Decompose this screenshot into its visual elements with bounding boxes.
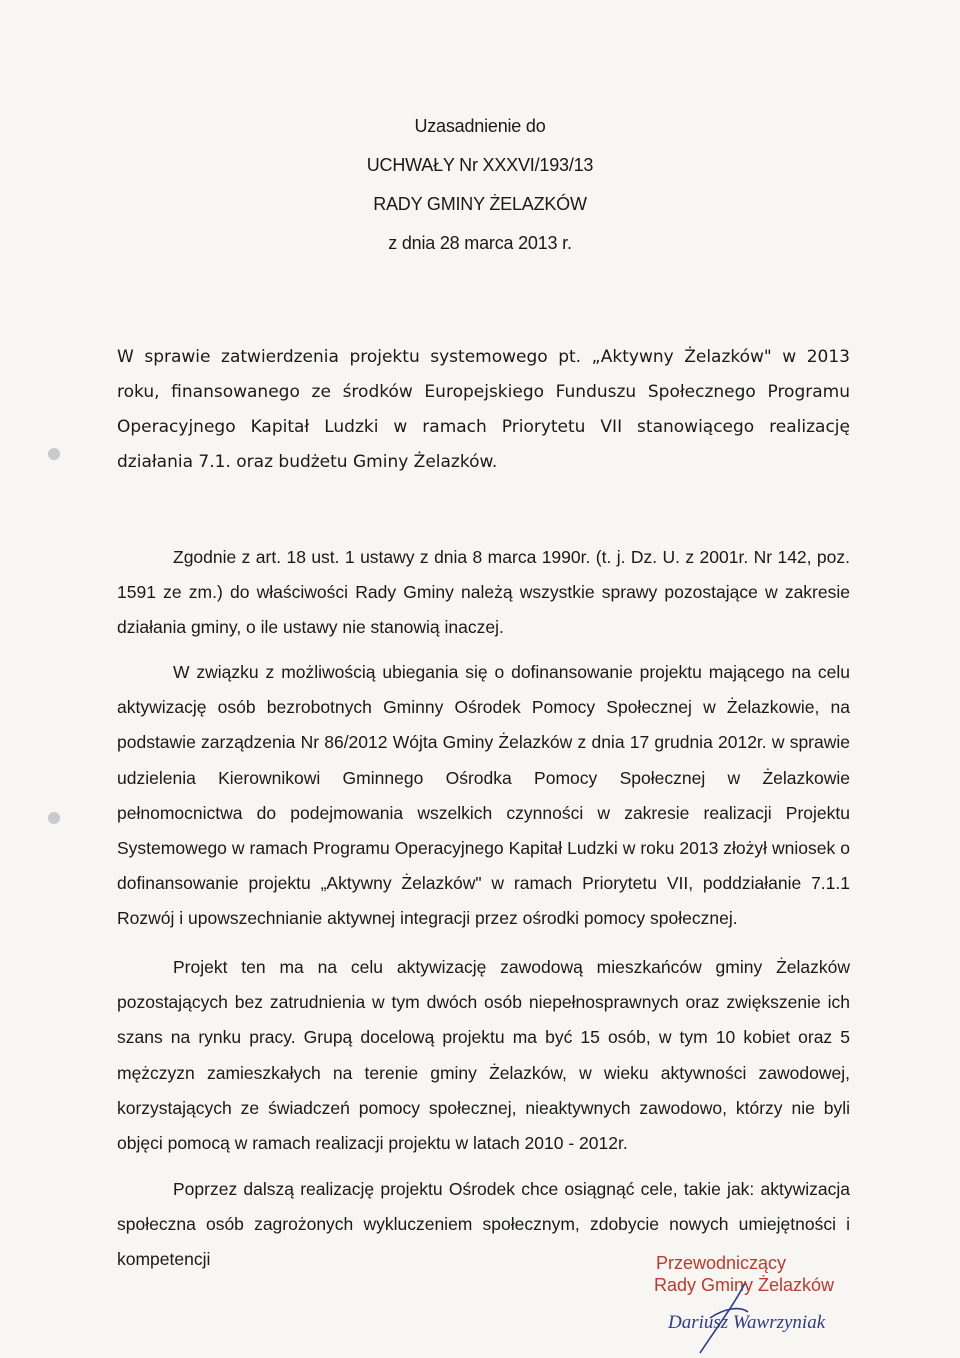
paragraph-project-goal <box>117 950 850 1161</box>
doc-title: Uzasadnienie do <box>414 116 546 136</box>
punch-hole-bottom <box>48 812 60 824</box>
paragraph-application <box>117 655 850 937</box>
paragraph-text: Zgodnie z art. 18 ust. 1 ustawy z dnia 8 marca 1990r. (t. j. Dz. U. z 2001r. Nr 142, poz. 1591 ze zm.) do właściwości Rady Gminy należą wszystkie sprawy pozostające w zakresie działania gminy, o ile ustawy nie stanowią inaczej. <box>117 547 850 638</box>
stamp-council: Rady Gminy Żelazków <box>654 1275 835 1295</box>
paragraph-text: Projekt ten ma na celu aktywizację zawodową mieszkańców gminy Żelazków pozostających bez zatrudnienia w tym dwóch osób niepełnosprawnych oraz zwiększenie ich szans na rynku pracy. Grupą docelową projektu ma być 15 osób, w tym 10 kobiet oraz 5 mężczyzn zamieszkałych na terenie gminy Żelazków, w wieku aktywności zawodowej, korzystających ze świadczeń pomocy społecznej, nieaktywnych zawodowo, którzy nie byli objęci pomocą w ramach realizacji projektu w latach 2010 - 2012r. <box>117 957 850 1154</box>
paragraph-text: W związku z możliwością ubiegania się o dofinansowanie projektu mającego na celu aktywizację osób bezrobotnych Gminny Ośrodek Pomocy Społecznej w Żelazkowie, na podstawie zarządzenia Nr 86/2012 Wójta Gminy Żelazków z dnia 17 grudnia 2012r. w sprawie udzielenia Kierownikowi Gminnego Ośrodka Pomocy Społecznej w Żelazkowie pełnomocnictwa do podejmowania wszelkich czynności w zakresie realizacji Projektu Systemowego w ramach Programu Operacyjnego Kapitał Ludzki w roku 2013 złożył wniosek o dofinansowanie projektu „Aktywny Żelazków" w ramach Priorytetu VII, poddziałanie 7.1.1 Rozwój i upowszechnianie aktywnej integracji przez ośrodki pomocy społecznej. <box>117 662 850 929</box>
resolution-number: UCHWAŁY Nr XXXVI/193/13 <box>366 155 594 175</box>
subject-paragraph: W sprawie zatwierdzenia projektu systemowego pt. „Aktywny Żelazków" w 2013 roku, finansowanego ze środków Europejskiego Funduszu Społecznego Programu Operacyjnego Kapitał Ludzki w ramach Priorytetu VII stanowiącego realizację działania 7.1. oraz budżetu Gminy Żelazków. <box>117 347 850 472</box>
stamp-title: Przewodniczący <box>656 1253 787 1273</box>
punch-hole-top <box>48 448 60 460</box>
council-name: RADY GMINY ŻELAZKÓW <box>373 194 587 214</box>
paragraph-legal-basis <box>117 540 850 646</box>
signature-name: Dariusz Wawrzyniak <box>668 1312 826 1333</box>
resolution-date: z dnia 28 marca 2013 r. <box>388 233 572 253</box>
paragraph-text: Poprzez dalszą realizację projektu Ośrodek chce osiągnąć cele, takie jak: aktywizacja społeczna osób zagrożonych wykluczeniem społecznym, zdobycie nowych umiejętności i kompetencji <box>117 1179 850 1270</box>
